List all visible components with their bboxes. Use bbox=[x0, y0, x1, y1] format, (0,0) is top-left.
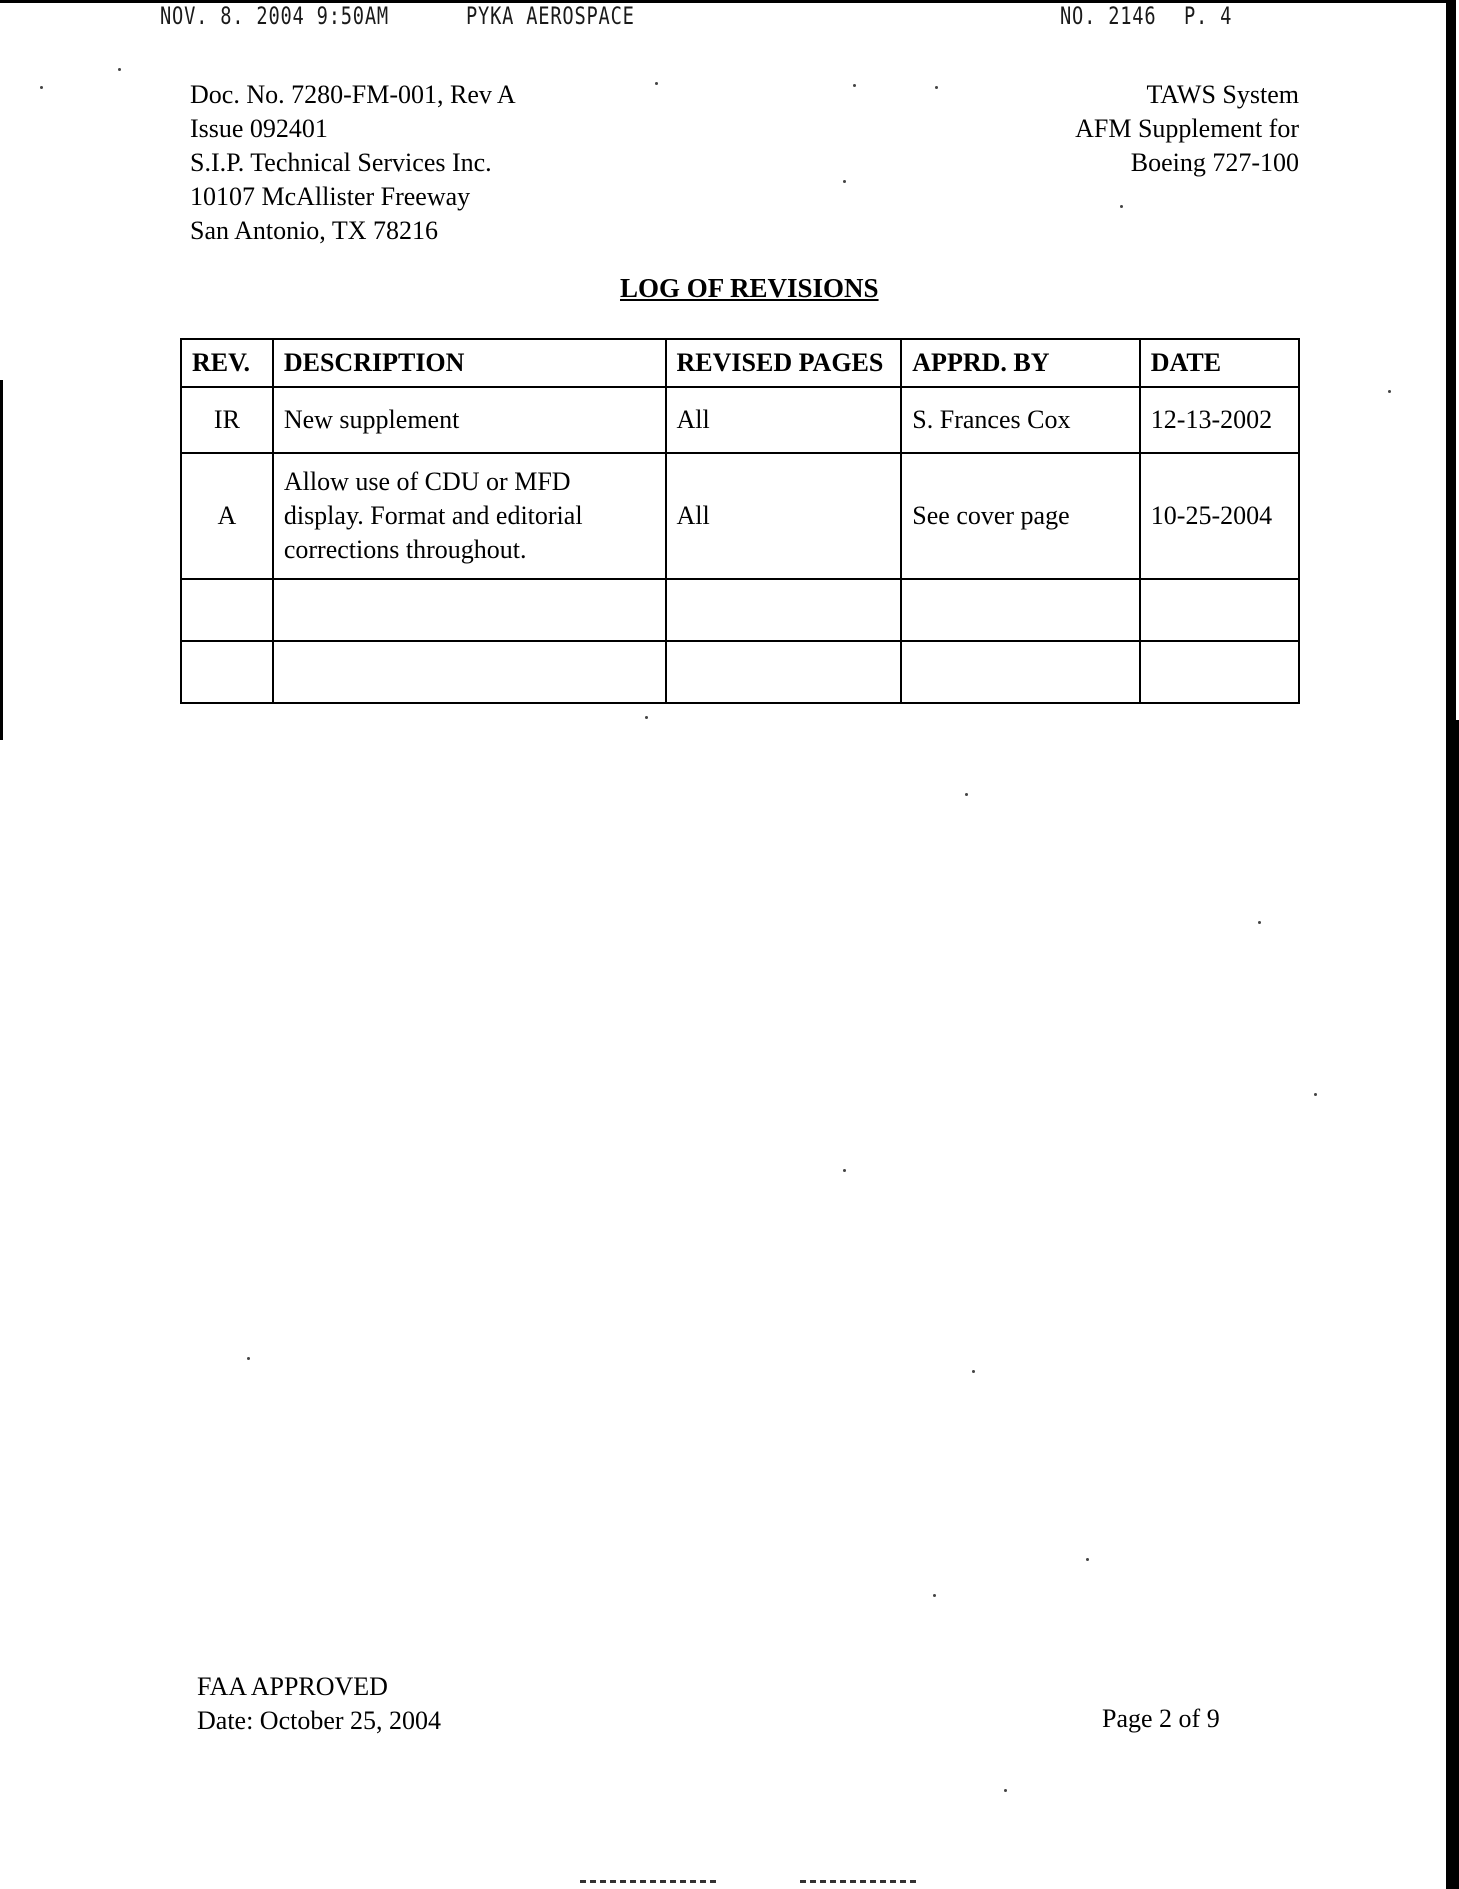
revisions-table bbox=[180, 338, 1300, 704]
empty-cell bbox=[1140, 641, 1299, 703]
scan-speck bbox=[843, 1169, 846, 1172]
empty-cell bbox=[181, 579, 273, 641]
scan-speck bbox=[933, 1594, 936, 1597]
company-name: S.I.P. Technical Services Inc. bbox=[190, 148, 492, 177]
approval-date: Date: October 25, 2004 bbox=[197, 1706, 442, 1735]
fax-date-time: NOV. 8. 2004 9:50AM bbox=[160, 2, 389, 30]
scan-noise bbox=[800, 1880, 920, 1883]
description-line: corrections throughout. bbox=[283, 535, 527, 564]
cell-revised-pages: All bbox=[666, 387, 902, 453]
empty-cell bbox=[273, 641, 666, 703]
cell-revised-pages: All bbox=[666, 453, 902, 579]
scan-speck bbox=[1120, 205, 1123, 208]
document-info bbox=[190, 78, 516, 248]
description-line: Allow use of CDU or MFD bbox=[283, 467, 571, 496]
scan-speck bbox=[247, 1357, 250, 1360]
doc-number: Doc. No. 7280-FM-001, Rev A bbox=[190, 80, 516, 109]
scan-speck bbox=[1004, 1789, 1007, 1792]
scan-edge-left bbox=[0, 380, 3, 740]
table-header-row bbox=[181, 339, 1299, 387]
supplement-label: AFM Supplement for bbox=[1075, 114, 1299, 143]
company-street: 10107 McAllister Freeway bbox=[190, 182, 471, 211]
fax-sender: PYKA AEROSPACE bbox=[466, 2, 635, 30]
fax-page: P. 4 bbox=[1184, 2, 1233, 30]
empty-cell bbox=[181, 641, 273, 703]
cell-description bbox=[273, 453, 666, 579]
scan-speck bbox=[965, 793, 968, 796]
page-title: LOG OF REVISIONS bbox=[620, 273, 879, 303]
faa-approved-label: FAA APPROVED bbox=[197, 1672, 388, 1701]
cell-date: 12-13-2002 bbox=[1140, 387, 1299, 453]
doc-issue: Issue 092401 bbox=[190, 114, 328, 143]
header-apprd-by: APPRD. BY bbox=[901, 339, 1140, 387]
cell-apprd-by: See cover page bbox=[901, 453, 1140, 579]
scan-noise bbox=[580, 1880, 720, 1883]
cell-rev: A bbox=[181, 453, 273, 579]
description-line: New supplement bbox=[283, 405, 460, 434]
header-date: DATE bbox=[1140, 339, 1299, 387]
scan-speck bbox=[1086, 1558, 1089, 1561]
scan-speck bbox=[40, 86, 43, 89]
aircraft-model: Boeing 727-100 bbox=[1130, 148, 1299, 177]
cell-rev: IR bbox=[181, 387, 273, 453]
scan-speck bbox=[118, 68, 121, 71]
table-row bbox=[181, 453, 1299, 579]
scan-speck bbox=[853, 84, 856, 87]
scan-speck bbox=[1314, 1093, 1317, 1096]
empty-cell bbox=[666, 641, 902, 703]
scan-speck bbox=[655, 82, 658, 85]
cell-apprd-by: S. Frances Cox bbox=[901, 387, 1140, 453]
empty-cell bbox=[901, 641, 1140, 703]
company-city: San Antonio, TX 78216 bbox=[190, 216, 438, 245]
cell-description bbox=[273, 387, 666, 453]
table-row-empty bbox=[181, 641, 1299, 703]
page-number: Page 2 of 9 bbox=[1102, 1704, 1220, 1733]
header-revised-pages: REVISED PAGES bbox=[666, 339, 902, 387]
scan-speck bbox=[645, 716, 648, 719]
scan-speck bbox=[972, 1370, 975, 1373]
system-info bbox=[1075, 78, 1299, 180]
scan-speck bbox=[843, 180, 846, 183]
scan-speck bbox=[1388, 390, 1391, 393]
footer-approval-block bbox=[197, 1670, 441, 1738]
table-row-empty bbox=[181, 579, 1299, 641]
fax-number: NO. 2146 bbox=[1060, 2, 1157, 30]
description-line: display. Format and editorial bbox=[283, 501, 583, 530]
scan-speck bbox=[935, 86, 938, 89]
empty-cell bbox=[273, 579, 666, 641]
header-rev: REV. bbox=[181, 339, 273, 387]
empty-cell bbox=[666, 579, 902, 641]
scan-speck bbox=[1258, 921, 1261, 924]
empty-cell bbox=[1140, 579, 1299, 641]
system-name: TAWS System bbox=[1146, 80, 1299, 109]
cell-date: 10-25-2004 bbox=[1140, 453, 1299, 579]
header-description: DESCRIPTION bbox=[273, 339, 666, 387]
empty-cell bbox=[901, 579, 1140, 641]
table-row bbox=[181, 387, 1299, 453]
